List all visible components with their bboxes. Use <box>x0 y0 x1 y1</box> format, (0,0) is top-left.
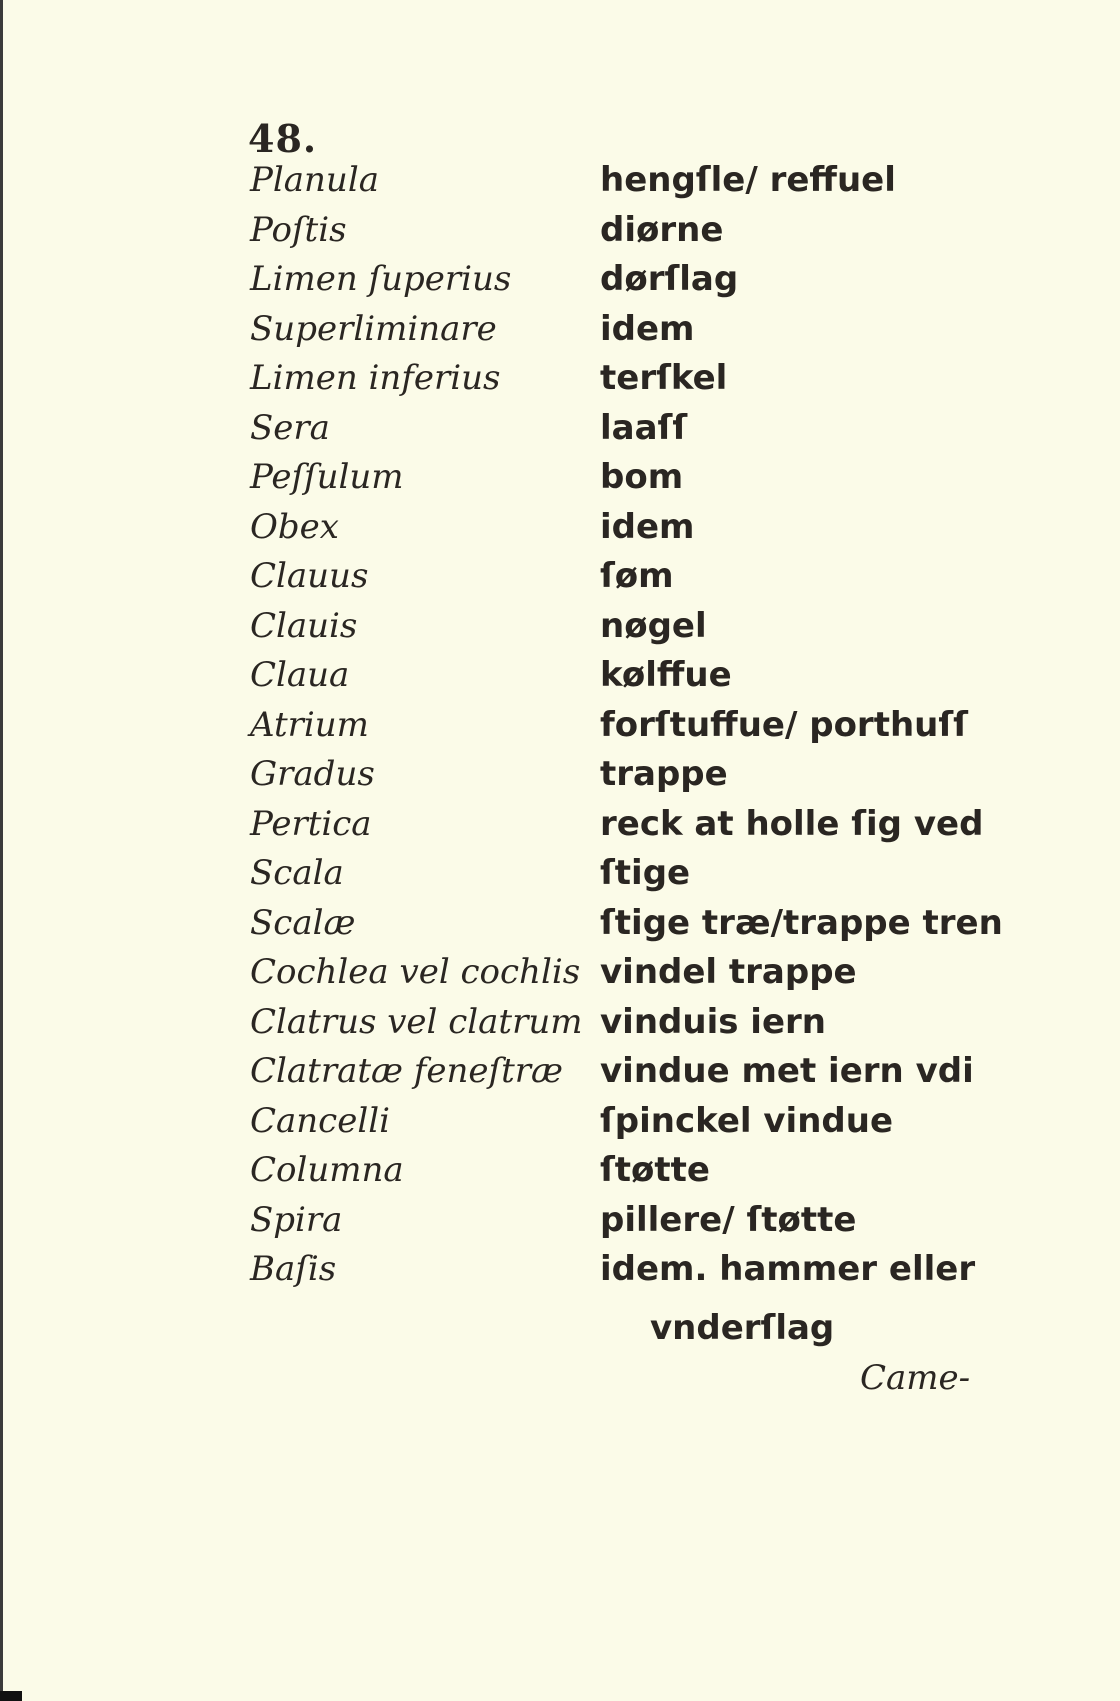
latin-term: Gradus <box>250 754 375 794</box>
latin-term: Scalæ <box>250 902 356 943</box>
page-number: 48. <box>248 116 318 161</box>
glossary-row <box>0 1150 1120 1200</box>
latin-term: Superliminare <box>250 308 497 349</box>
danish-term: ſtige træ/trappe tren <box>600 902 1003 943</box>
latin-term: Limen ſuperius <box>250 259 512 299</box>
glossary-row <box>0 1249 1120 1299</box>
danish-term: forſtuffue/ porthuſſ <box>600 704 968 745</box>
glossary-row <box>0 507 1120 557</box>
danish-term: hengſle/ reffuel <box>600 160 896 200</box>
danish-term: pillere/ ſtøtte <box>600 1199 857 1240</box>
danish-term: idem <box>600 506 695 547</box>
glossary-row <box>0 408 1120 458</box>
catchword: Came- <box>860 1358 971 1398</box>
danish-term: vindel trappe <box>600 952 857 992</box>
danish-term: laaſſ <box>600 407 688 448</box>
glossary-row <box>0 259 1120 309</box>
danish-term: dørſlag <box>600 259 739 299</box>
danish-term: idem. hammer eller <box>600 1249 976 1289</box>
glossary-row <box>0 160 1120 210</box>
latin-term: Cochlea vel cochlis <box>250 952 581 992</box>
latin-term: Obex <box>250 506 339 547</box>
danish-term: kølffue <box>600 655 732 695</box>
glossary-row <box>0 1002 1120 1052</box>
glossary-row <box>0 655 1120 705</box>
glossary-row <box>0 358 1120 408</box>
glossary-row <box>0 556 1120 606</box>
glossary-row <box>0 1101 1120 1151</box>
danish-term: reck at holle ſig ved <box>600 803 984 844</box>
page-edge-bottom <box>0 1691 22 1701</box>
glossary-row <box>0 1200 1120 1250</box>
danish-term: trappe <box>600 754 728 794</box>
danish-term: ſtøtte <box>600 1150 710 1190</box>
glossary-row <box>0 1051 1120 1101</box>
glossary-row <box>0 853 1120 903</box>
danish-term: terſkel <box>600 358 728 398</box>
latin-term: Claua <box>250 655 350 695</box>
latin-term: Clatrus vel clatrum <box>250 1001 583 1042</box>
latin-term: Limen inferius <box>250 358 501 398</box>
continuation-line: vnderſlag <box>650 1308 835 1348</box>
danish-term: nøgel <box>600 605 707 646</box>
latin-term: Poſtis <box>250 209 347 250</box>
danish-term: vinduis iern <box>600 1001 826 1042</box>
latin-term: Scala <box>250 853 344 893</box>
danish-term: ſtige <box>600 853 691 893</box>
latin-term: Peſſulum <box>250 457 404 497</box>
glossary-row <box>0 804 1120 854</box>
glossary-row <box>0 705 1120 755</box>
danish-term: ſøm <box>600 556 674 596</box>
danish-term: vindue met iern vdi <box>600 1051 974 1091</box>
glossary-row <box>0 952 1120 1002</box>
latin-term: Cancelli <box>250 1100 390 1141</box>
latin-term: Sera <box>250 407 330 448</box>
danish-term: diørne <box>600 209 724 250</box>
glossary-row <box>0 754 1120 804</box>
latin-term: Pertica <box>250 803 372 844</box>
latin-term: Spira <box>250 1199 343 1240</box>
latin-term: Clatratæ feneſtræ <box>250 1051 563 1091</box>
glossary-row <box>0 903 1120 953</box>
danish-term: ſpinckel vindue <box>600 1100 894 1141</box>
glossary-row <box>0 309 1120 359</box>
glossary-row <box>0 210 1120 260</box>
latin-term: Clauis <box>250 605 358 646</box>
glossary-row <box>0 606 1120 656</box>
glossary-list <box>0 160 1120 1299</box>
latin-term: Clauus <box>250 556 369 596</box>
latin-term: Planula <box>250 160 379 200</box>
danish-term: bom <box>600 457 684 497</box>
danish-term: idem <box>600 308 695 349</box>
latin-term: Columna <box>250 1150 404 1190</box>
latin-term: Atrium <box>250 704 369 745</box>
glossary-row <box>0 457 1120 507</box>
latin-term: Baſis <box>250 1249 337 1289</box>
